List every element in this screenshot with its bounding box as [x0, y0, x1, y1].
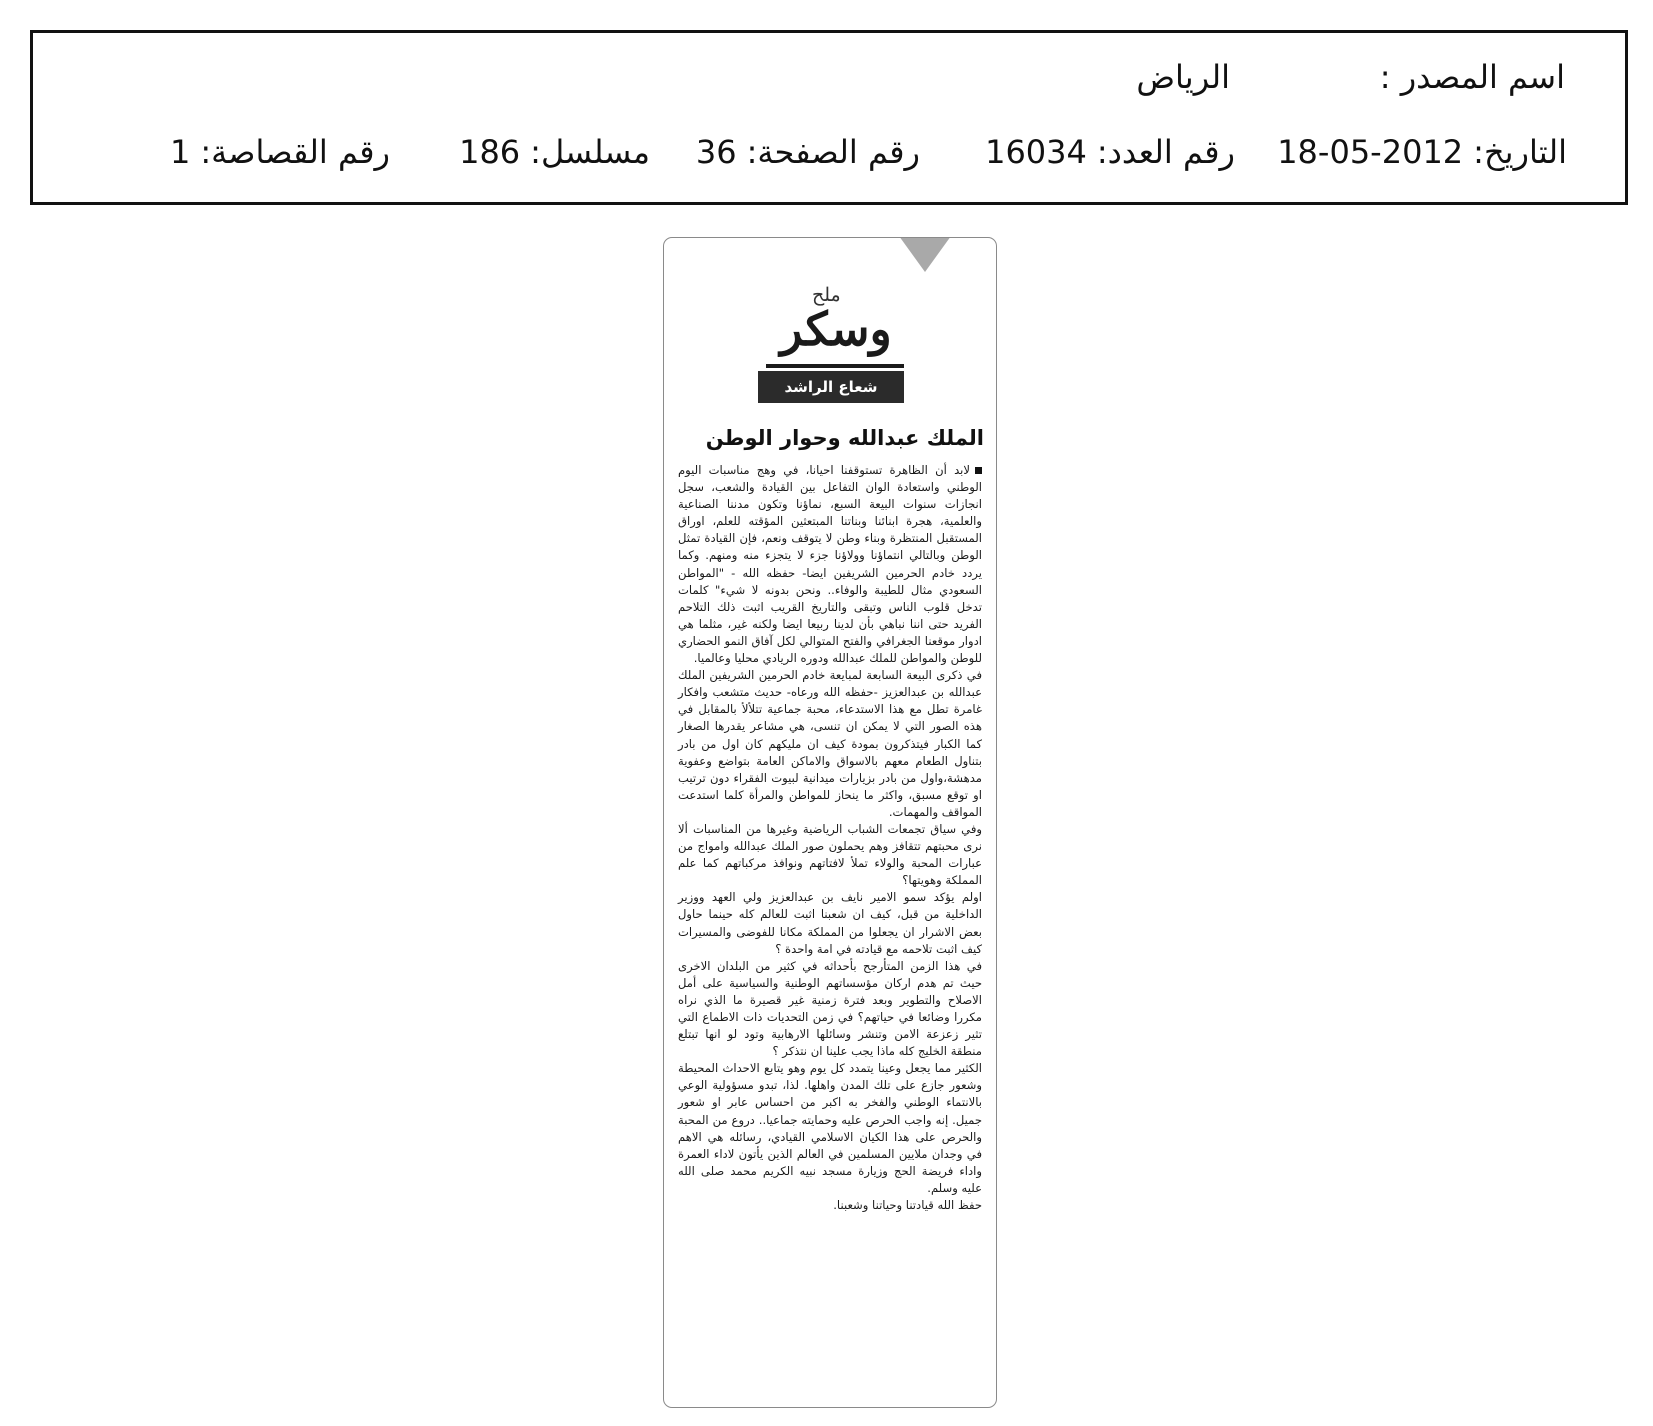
metadata-header-box [30, 30, 1628, 205]
page-value: 36 [695, 133, 737, 171]
bullet-square-icon [975, 467, 982, 474]
paragraph: اولم يؤكد سمو الامير نايف بن عبدالعزيز ولي العهد ووزير الداخلية من قبل، كيف ان شعبنا اثبت للعالم كله حينما حاول بعض الاشرار ان يجعلوا من المملكة مكانا للفوضى والمسيرات كيف اثبت تلاحمه مع قيادته في امة واحدة ؟ [678, 890, 982, 956]
author-name: شعاع الراشد [758, 371, 904, 403]
date-field [1277, 130, 1567, 174]
date-label: التاريخ: [1473, 133, 1567, 171]
paragraph: في هذا الزمن المتأرجح بأحداثه في كثير من البلدان الاخرى حيث تم هدم اركان مؤسساتهم الوطنية والسياسية على أمل الاصلاح والتطوير وبعد فترة زمنية غير قصيرة ما الذي نراه مكررا وضائعا في حياتهم؟ في زمن التحديات ذات الاطماع التي تثير زعزعة الامن وتنشر وسائلها الارهابية وتود لو انها تبتلع منطقة الخليج كله ماذا يجب علينا ان نتذكر ؟ [678, 958, 982, 1059]
corner-notch-icon [899, 237, 951, 272]
column-logo-underline [766, 364, 904, 368]
paragraph-text: لابد أن الظاهرة تستوقفنا احيانا، في وهج مناسبات اليوم الوطني واستعادة الوان التفاعل بين القيادة والشعب، سجل انجازات سنوات البيعة السبع، نماؤنا وتكون مدننا الصناعية والعلمية، هجرة ابنائنا وبناتنا المبتعثين المؤقته للعلم، اوراق المستقبل المنتظرة وبناء وطن لا يتوقف ونعم، فإن القيادة تمثل الوطن وبالتالي انتماؤنا وولاؤنا جزء لا يتجزء منه ومنهم. وكما يردد خادم الحرمين الشريفين ايضا- حفظه الله - "المواطن السعودي مثال للطيبة والوفاء.. ونحن بدونه لا شيء" كلمات تدخل قلوب الناس وتبقى والتاريخ القريب اثبت ذلك التلاحم الفريد حتى اننا نباهي بأن لدينا ربيعا ايضا ولكنه غير، مثلما هي ادوار موقعنا الجغرافي والفتح المتوالي لكل آفاق النمو الحضاري للوطن والمواطن للملك عبدالله ودوره الريادي محليا وعالميا. [678, 463, 982, 666]
issue-field [985, 130, 1235, 174]
column-logo-main-text: وسكر [780, 302, 892, 356]
serial-value: 186 [459, 133, 521, 171]
clip-value: 1 [169, 133, 191, 171]
column-logo-small-text: ملح [812, 284, 841, 306]
serial-label: مسلسل: [530, 133, 650, 171]
clip-field [170, 130, 390, 174]
paragraph: حفظ الله قيادتنا وحياتنا وشعبنا. [833, 1198, 982, 1213]
issue-value: 16034 [985, 133, 1087, 171]
date-value: 2012-05-18 [1277, 133, 1464, 171]
paragraph [678, 462, 982, 667]
paragraph: في ذكرى البيعة السابعة لمبايعة خادم الحرمين الشريفين الملك عبدالله بن عبدالعزيز -حفظه الله ورعاه- حديث متشعب وافكار غامرة تطل مع هذا الاستدعاء، محبة جماعية تتلألأ بالمقابل في هذه الصور التي لا يمكن ان تنسى، هي مشاعر يقدرها الصغار كما الكبار فيتذكرون بمودة كيف ان مليكهم كان اول من بادر بتناول الطعام معهم بالاسواق والاماكن العامة بتواضع وعفوية مدهشة،واول من بادر بزيارات ميدانية لبيوت الفقراء دون ترتيب او توقع مسبق، واكثر ما ينحاز للمواطن والمرأة كلما استدعت المواقف والمهمات. [678, 668, 982, 819]
serial-field [459, 130, 650, 174]
source-label: اسم المصدر : [1379, 58, 1565, 96]
paragraph: وفي سياق تجمعات الشباب الرياضية وغيرها من المناسبات ألا نرى محبتهم تتقافز وهم يحملون صور الملك عبدالله وامواج من عبارات المحبة والولاء تملأ لافتاتهم ونوافذ مركباتهم كما علم المملكة وهويتها؟ [678, 821, 982, 888]
source-row [33, 55, 1625, 99]
article-title: الملك عبدالله وحوار الوطن [705, 426, 984, 450]
clip-label: رقم القصاصة: [200, 133, 390, 171]
page-field [696, 130, 920, 174]
issue-label: رقم العدد: [1096, 133, 1235, 171]
newspaper-clipping [663, 237, 997, 1408]
paragraph: الكثير مما يجعل وعينا يتمدد كل يوم وهو يتابع الاحداث المحيطة وشعور جازع على تلك المدن واهلها. لذا، تبدو مسؤولية الوعي بالانتماء الوطني والفخر به اكبر من احساس عابر او شعور جميل. إنه واجب الحرص عليه وحمايته جماعيا.. دروع من المحبة والحرص على هذا الكيان الاسلامي القيادي، رسائله هي الاهم في وجدان ملايين المسلمين في العالم الذين يأتون لاداء العمرة واداء فريضة الحج وزيارة مسجد نبيه الكريم محمد صلى الله عليه وسلم. [678, 1061, 982, 1195]
article-body [678, 462, 982, 1214]
info-row [33, 130, 1625, 174]
page-label: رقم الصفحة: [746, 133, 920, 171]
source-value: الرياض [1136, 58, 1230, 96]
